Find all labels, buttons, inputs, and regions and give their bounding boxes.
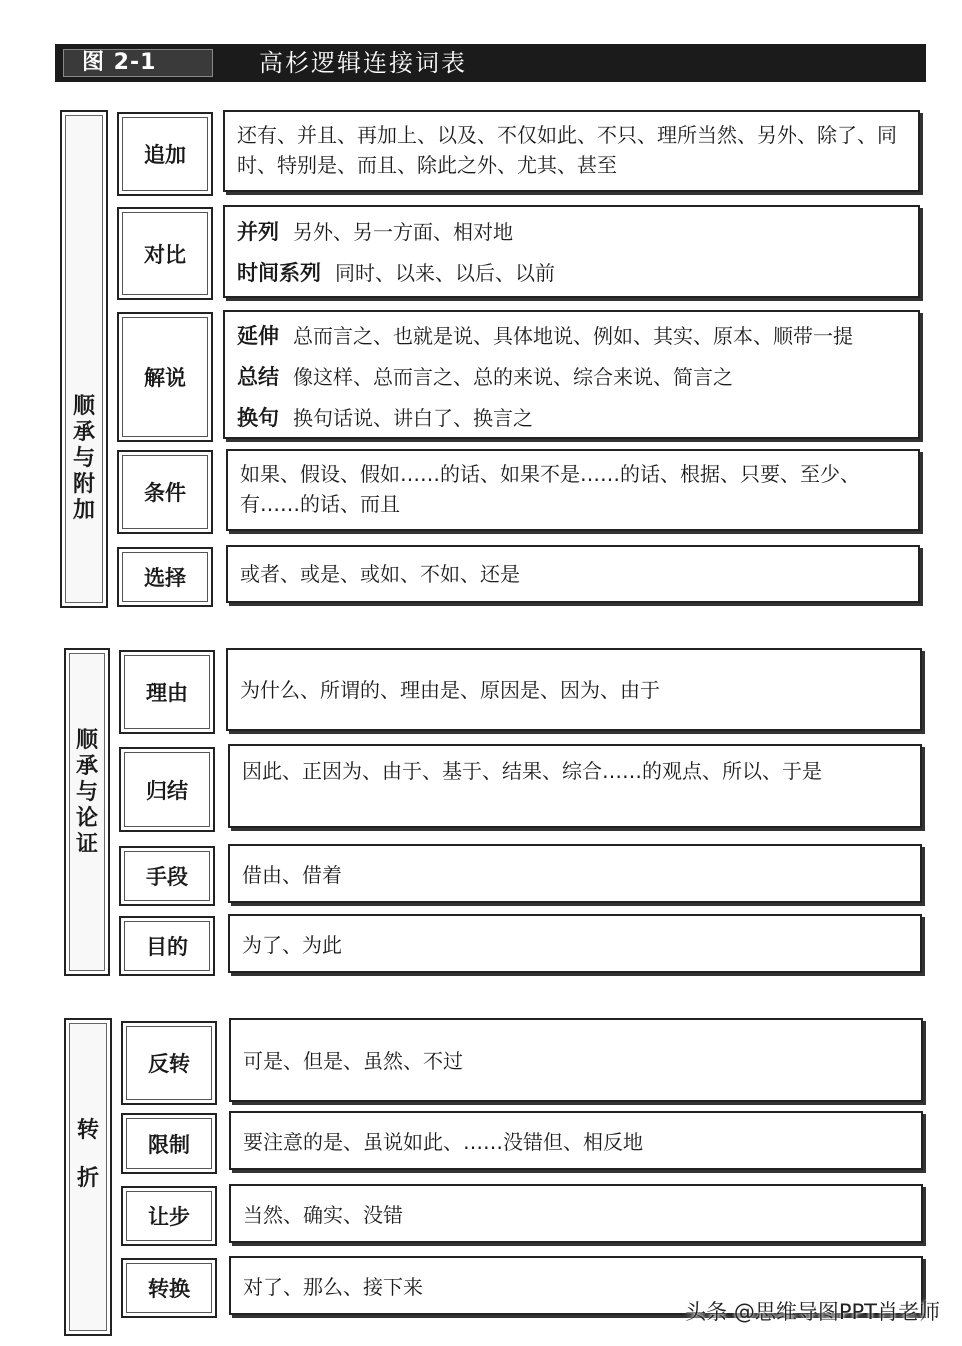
- sub-text: 像这样、总而言之、总的来说、综合来说、简言之: [293, 364, 733, 389]
- sub-label: 换句: [237, 405, 279, 430]
- connector-text: 因此、正因为、由于、基于、结果、综合……的观点、所以、于是: [242, 759, 822, 783]
- group-title: 转 折: [76, 1118, 99, 1191]
- sub-label: 并列: [237, 219, 279, 244]
- title-banner: [55, 44, 926, 82]
- category-label: 追加: [117, 112, 213, 196]
- connector-content: [228, 744, 922, 828]
- category-label: 理由: [119, 650, 215, 734]
- sub-label: 延伸: [237, 323, 279, 348]
- category-label: 转换: [121, 1258, 217, 1318]
- sub-label: 时间系列: [237, 260, 321, 285]
- connector-text: 为了、为此: [242, 933, 342, 957]
- group-side-label: [64, 1018, 112, 1336]
- connector-text: 或者、或是、或如、不如、还是: [240, 562, 520, 586]
- connector-text: 还有、并且、再加上、以及、不仅如此、不只、理所当然、另外、除了、同时、特别是、而且、除此之外、尤其、甚至: [237, 123, 897, 177]
- sub-label: 总结: [237, 364, 279, 389]
- connector-text: 对了、那么、接下来: [243, 1275, 423, 1299]
- connector-content: [226, 449, 920, 531]
- connector-text: 当然、确实、没错: [243, 1203, 403, 1227]
- connector-content: [223, 310, 920, 439]
- category-label: 选择: [117, 547, 213, 607]
- category-label: 目的: [119, 916, 215, 976]
- category-label: 条件: [117, 450, 213, 534]
- watermark: 头条 @思维导图PPT肖老师: [685, 1300, 940, 1324]
- page-title: 高杉逻辑连接词表: [259, 49, 467, 77]
- connector-text: 要注意的是、虽说如此、……没错但、相反地: [243, 1130, 643, 1154]
- category-label: 让步: [121, 1186, 217, 1246]
- group-side-label: [64, 648, 110, 976]
- category-label: 归结: [119, 747, 215, 832]
- category-label: 限制: [121, 1113, 217, 1174]
- connector-text: 为什么、所谓的、理由是、原因是、因为、由于: [240, 678, 660, 702]
- connector-text: 借由、借着: [242, 863, 342, 887]
- category-label: 手段: [119, 846, 215, 906]
- connector-content: [229, 1184, 923, 1243]
- connector-text: 可是、但是、虽然、不过: [243, 1049, 463, 1073]
- sub-row: [237, 252, 906, 293]
- connector-content: [223, 110, 920, 192]
- sub-row: [237, 211, 906, 252]
- category-label: 对比: [117, 207, 213, 300]
- connector-content: [228, 844, 922, 903]
- connector-content: [226, 545, 920, 603]
- sub-row: [237, 315, 906, 356]
- group-title: 顺 承 与 附 加: [72, 394, 95, 523]
- group-side-label: [60, 110, 108, 608]
- sub-text: 同时、以来、以后、以前: [335, 260, 555, 285]
- group-title: 顺 承 与 论 证: [75, 728, 98, 857]
- sub-text: 换句话说、讲白了、换言之: [293, 405, 533, 430]
- category-label: 反转: [121, 1021, 217, 1105]
- connector-content: [226, 648, 922, 731]
- sub-text: 另外、另一方面、相对地: [293, 219, 513, 244]
- sub-row: [237, 397, 906, 438]
- sub-text: 总而言之、也就是说、具体地说、例如、其实、原本、顺带一提: [293, 323, 853, 348]
- connector-content: [229, 1018, 923, 1102]
- connector-text: 如果、假设、假如……的话、如果不是……的话、根据、只要、至少、有……的话、而且: [240, 462, 860, 516]
- category-label: 解说: [117, 312, 213, 442]
- figure-label: 图 2-1: [63, 49, 213, 77]
- sub-row: [237, 356, 906, 397]
- connector-content: [223, 205, 920, 298]
- connector-content: [229, 1111, 923, 1170]
- connector-content: [228, 914, 922, 973]
